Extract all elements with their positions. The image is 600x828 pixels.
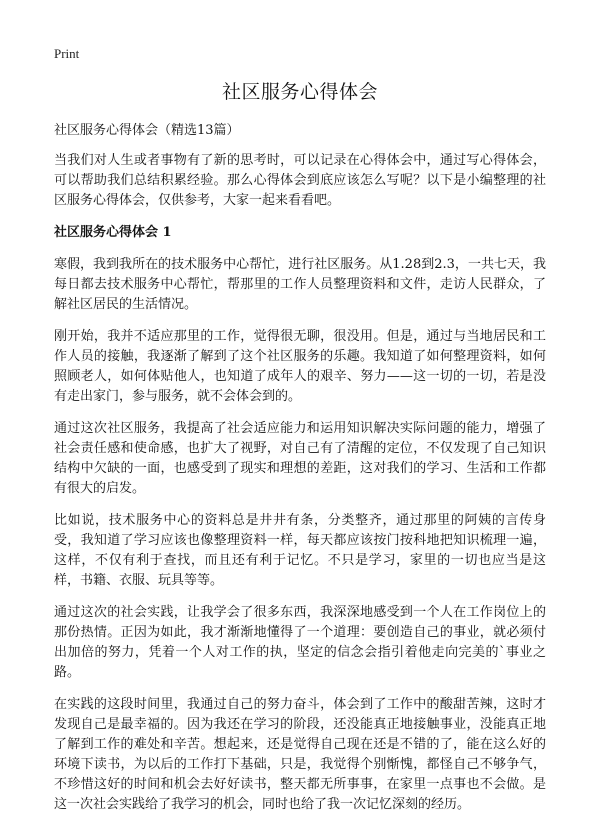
page-title: 社区服务心得体会 [221, 81, 378, 103]
paragraph: 通过这次社区服务，我提高了社会适应能力和运用知识解决实际问题的能力，增强了社会责任感和使命感，也扩大了视野，对自己有了清醒的定位，不仅发现了自己知识结构中欠缺的一面，也感受到了现实和理想的差距，这对我们的学习、生活和工作都有很大的启发。 [54, 421, 546, 496]
paragraph: 比如说，技术服务中心的资料总是井井有条，分类整齐，通过那里的阿姨的言传身受，我知道了学习应该也像整理资料一样，每天都应该按门按科地把知识梳理一遍，这样，不仅有利于查找，而且还有利于记忆。不只是学习，家里的一切也应当是这样，书籍、衣服、玩具等等。 [54, 513, 546, 588]
intro-paragraph: 当我们对人生或者事物有了新的思考时，可以记录在心得体会中，通过写心得体会，可以帮助我们总结积累经验。那么心得体会到底应该怎么写呢？以下是小编整理的社区服务心得体会，仅供参考，大家一起来看看吧。 [54, 153, 546, 208]
section-heading: 社区服务心得体会 1 [54, 225, 172, 240]
paragraph: 寒假，我到我所在的技术服务中心帮忙，进行社区服务。从1.28到2.3，一共七天，我每日都去技术服务中心帮忙，帮那里的工作人员整理资料和文件，走访人民群众，了解社区居民的生活情况。 [54, 257, 546, 312]
paragraph: 在实践的这段时间里，我通过自己的努力奋斗，体会到了工作中的酸甜苦辣，这时才发现自己是最幸福的。因为我还在学习的阶段，还没能真正地接触事业，没能真正地了解到工作的难处和辛苦。想起来，还是觉得自己现在还是不错的了，能在这么好的环境下读书，为以后的工作打下基础，只是，我觉得个别惭愧，都怪自己不够争气，不珍惜这好的时间和机会去好好读书，整天都无所事事，在家里一点事也不会做。是这一次社会实践给了我学习的机会，同时也给了我一次记忆深刻的经历。 [54, 697, 546, 812]
article-body [54, 121, 546, 827]
print-link[interactable]: Print [54, 46, 80, 61]
article-subtitle: 社区服务心得体会（精选13篇） [54, 123, 240, 138]
paragraph: 通过这次的社会实践，让我学会了很多东西，我深深地感受到一个人在工作岗位上的那份热情。正因为如此，我才渐渐地懂得了一个道理：要创造自己的事业，就必须付出加倍的努力，凭着一个人对工作的执，坚定的信念会指引着他走向完美的`事业之路。 [54, 605, 546, 680]
paragraph: 刚开始，我并不适应那里的工作，觉得很无聊，很没用。但是，通过与当地居民和工作人员的接触，我逐渐了解到了这个社区服务的乐趣。我知道了如何整理资料，如何照顾老人，如何体贴他人，也知道了成年人的艰辛、努力——这一切的一切，若是没有走出家门，参与服务，就不会体会到的。 [54, 329, 546, 404]
